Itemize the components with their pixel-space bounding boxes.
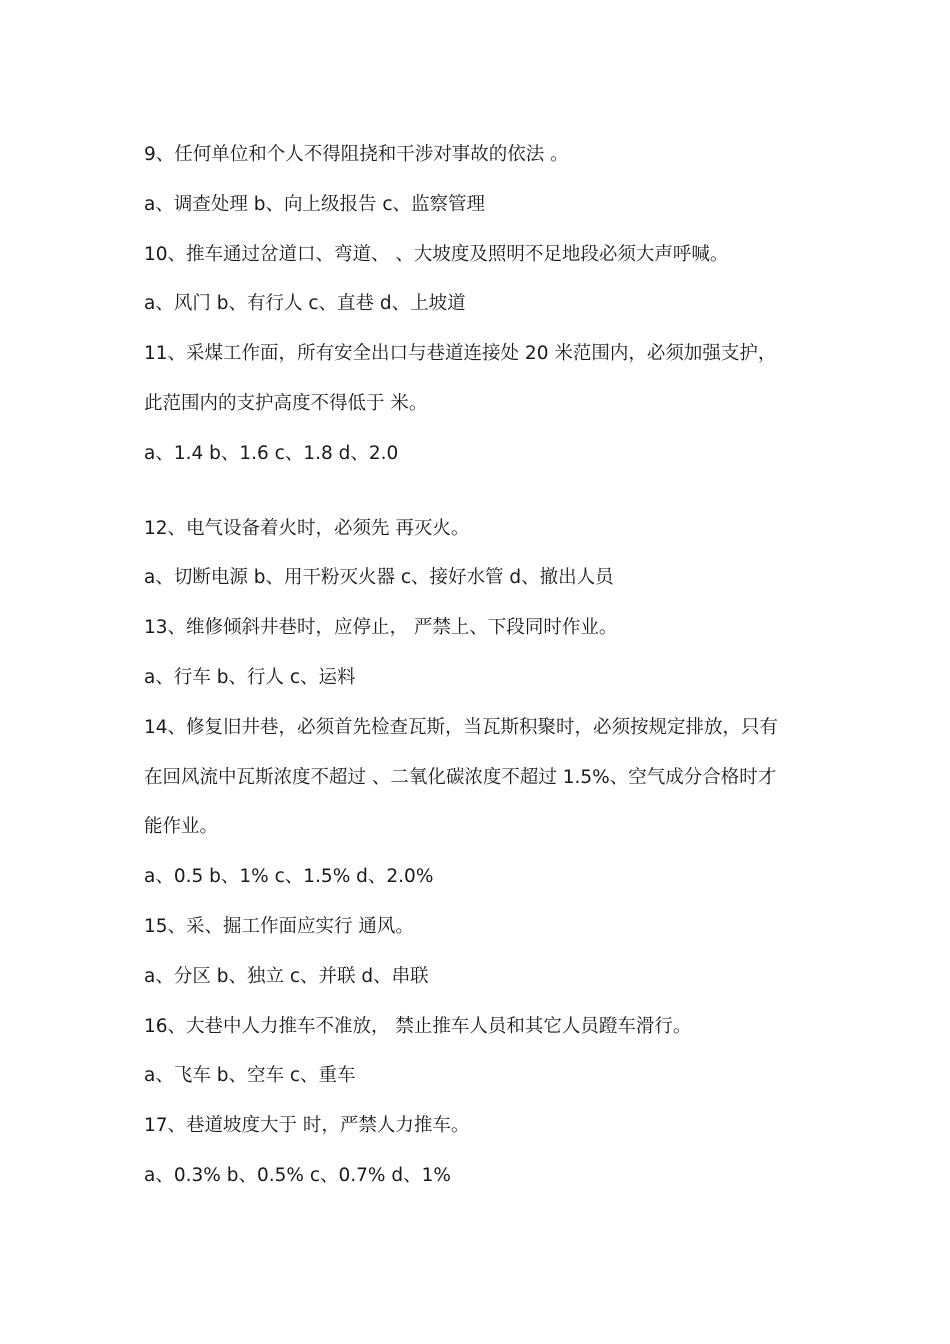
question-text: 14、修复旧井巷，必须首先检查瓦斯，当瓦斯积聚时，必须按规定排放，只有 [144,716,779,738]
question-options: a、0.5 b、1% c、1.5% d、2.0% [144,866,434,888]
question-17 [144,1101,824,1201]
question-text: 11、采煤工作面，所有安全出口与巷道连接处 20 米范围内，必须加强支护， [144,343,777,365]
question-list [144,130,824,1201]
question-options: a、飞车 b、空车 c、重车 [144,1065,356,1087]
question-text-continued: 在回风流中瓦斯浓度不超过 、二氧化碳浓度不超过 1.5%、空气成分合格时才 [144,766,777,788]
question-options: a、1.4 b、1.6 c、1.8 d、2.0 [144,442,399,464]
question-text: 15、采、掘工作面应实行 通风。 [144,915,414,937]
question-text: 10、推车通过岔道口、弯道、 、大坡度及照明不足地段必须大声呼喊。 [144,243,729,265]
question-options: a、切断电源 b、用干粉灭火器 c、接好水管 d、撤出人员 [144,567,614,589]
question-text: 13、维修倾斜井巷时，应停止， 严禁上、下段同时作业。 [144,617,618,639]
question-text: 16、大巷中人力推车不准放， 禁止推车人员和其它人员蹬车滑行。 [144,1015,692,1037]
question-options: a、0.3% b、0.5% c、0.7% d、1% [144,1164,451,1186]
question-10 [144,230,824,330]
question-text: 17、巷道坡度大于 时，严禁人力推车。 [144,1115,470,1137]
question-text: 9、任何单位和个人不得阻挠和干涉对事故的依法 。 [144,144,569,165]
question-options: a、风门 b、有行人 c、直巷 d、上坡道 [144,293,466,315]
paragraph-gap [144,479,824,504]
question-options: a、行车 b、行人 c、运料 [144,666,356,688]
question-options: a、调查处理 b、向上级报告 c、监察管理 [144,193,486,215]
question-16 [144,1002,824,1102]
question-text-continued: 能作业。 [144,816,219,838]
question-11 [144,329,824,478]
question-14 [144,703,824,902]
question-15 [144,902,824,1002]
question-13 [144,603,824,703]
question-9 [144,130,824,230]
question-text-continued: 此范围内的支护高度不得低于 米。 [144,392,428,414]
question-12 [144,504,824,604]
question-text: 12、电气设备着火时，必须先 再灭火。 [144,517,470,539]
question-options: a、分区 b、独立 c、并联 d、串联 [144,965,429,987]
